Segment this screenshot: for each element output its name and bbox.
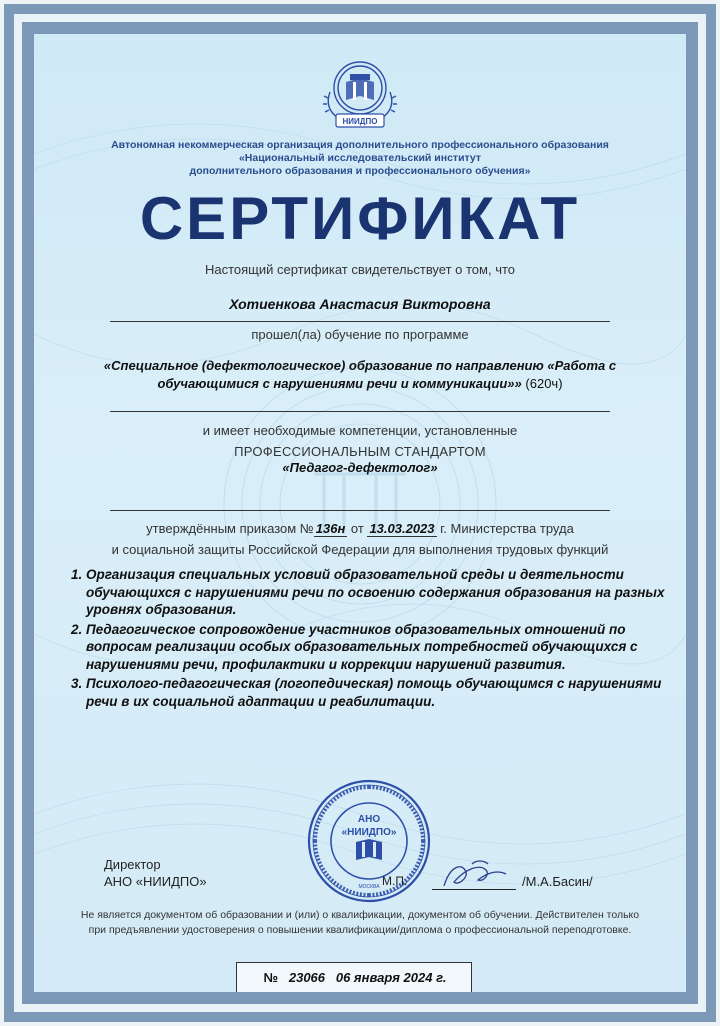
certificate-number-line (236, 970, 474, 985)
order-suffix: г. Министерства труда (440, 521, 574, 536)
stamp-bottom-text: МОСКВА (358, 884, 380, 890)
order-line-2: и социальной защиты Российской Федерации для выполнения трудовых функций (111, 542, 609, 557)
org-line-3: дополнительного образования и профессионального обучения» (189, 165, 531, 177)
niidpo-logo (314, 56, 406, 134)
order-date-prefix: от (350, 521, 364, 536)
stamp-top-text: АНО (357, 814, 381, 825)
certificate-title: СЕРТИФИКАТ (139, 185, 581, 252)
certificate-number: 23066 (288, 970, 326, 985)
certifies-text: Настоящий сертификат свидетельствует о том, что (204, 262, 516, 277)
director-name: /М.А.Басин/ (522, 874, 593, 889)
stamp-middle-text: «НИИДПО» (341, 827, 397, 838)
labor-function: 2. Педагогическое сопровождение участников образовательных отношений по вопросам реализации особых образовательных потребностей обучающихся с нарушениями речи, профилактики и коррекции нарушений развития. (86, 621, 686, 674)
labor-function: 3. Психолого-педагогическая (логопедическая) помощь обучающимся с нарушениями речи в их социальной адаптации и реабилитации. (86, 675, 686, 710)
org-line-2: «Национальный исследовательский институт (238, 152, 482, 164)
standard-label: ПРОФЕССИОНАЛЬНЫМ СТАНДАРТОМ (234, 444, 486, 459)
order-number: 136н (315, 521, 346, 536)
labor-function: 1. Организация специальных условий образовательной среды и деятельности обучающихся с нарушениями речи по освоению содержания образования на разных уровнях образования. (86, 566, 686, 619)
logo-text: НИИДПО (342, 117, 378, 126)
org-line-1: Автономная некоммерческая организация дополнительного профессионального образования (111, 139, 609, 151)
completed-text: прошел(ла) обучение по программе (251, 327, 469, 342)
seal-place-label: М.П. (382, 874, 408, 888)
standard-underline (110, 510, 610, 511)
director-line-2: АНО «НИИДПО» (104, 874, 207, 889)
name-underline (110, 321, 610, 322)
certificate-paper (34, 34, 686, 992)
disclaimer-text: Не является документом об образовании и (или) о квалификации, документом об обучении. Действителен только при предъявлении удостоверения о повышении квалификации/диплома о профессиональной переподготовке. (80, 909, 640, 936)
organization-name (54, 139, 666, 178)
order-line (34, 521, 686, 536)
director-title (104, 856, 207, 890)
number-sign: № (263, 970, 279, 985)
program-name (74, 357, 646, 393)
director-line-1: Директор (104, 857, 161, 872)
certificate-date: 06 января 2024 г. (335, 970, 447, 985)
director-signature (436, 856, 518, 896)
order-prefix: утверждённым приказом № (146, 521, 314, 536)
order-date: 13.03.2023 (369, 521, 435, 536)
official-stamp (306, 778, 432, 904)
program-title: «Специальное (дефектологическое) образование по направлению «Работа с обучающимися с нарушениями речи и коммуникации»» (103, 358, 617, 391)
program-hours: (620ч) (525, 376, 563, 391)
labor-functions-list (62, 566, 686, 712)
standard-name: «Педагог-дефектолог» (282, 460, 438, 475)
competence-text: и имеет необходимые компетенции, установленные (202, 423, 518, 438)
recipient-name: Хотиенкова Анастасия Викторовна (229, 296, 491, 312)
program-underline (110, 411, 610, 412)
